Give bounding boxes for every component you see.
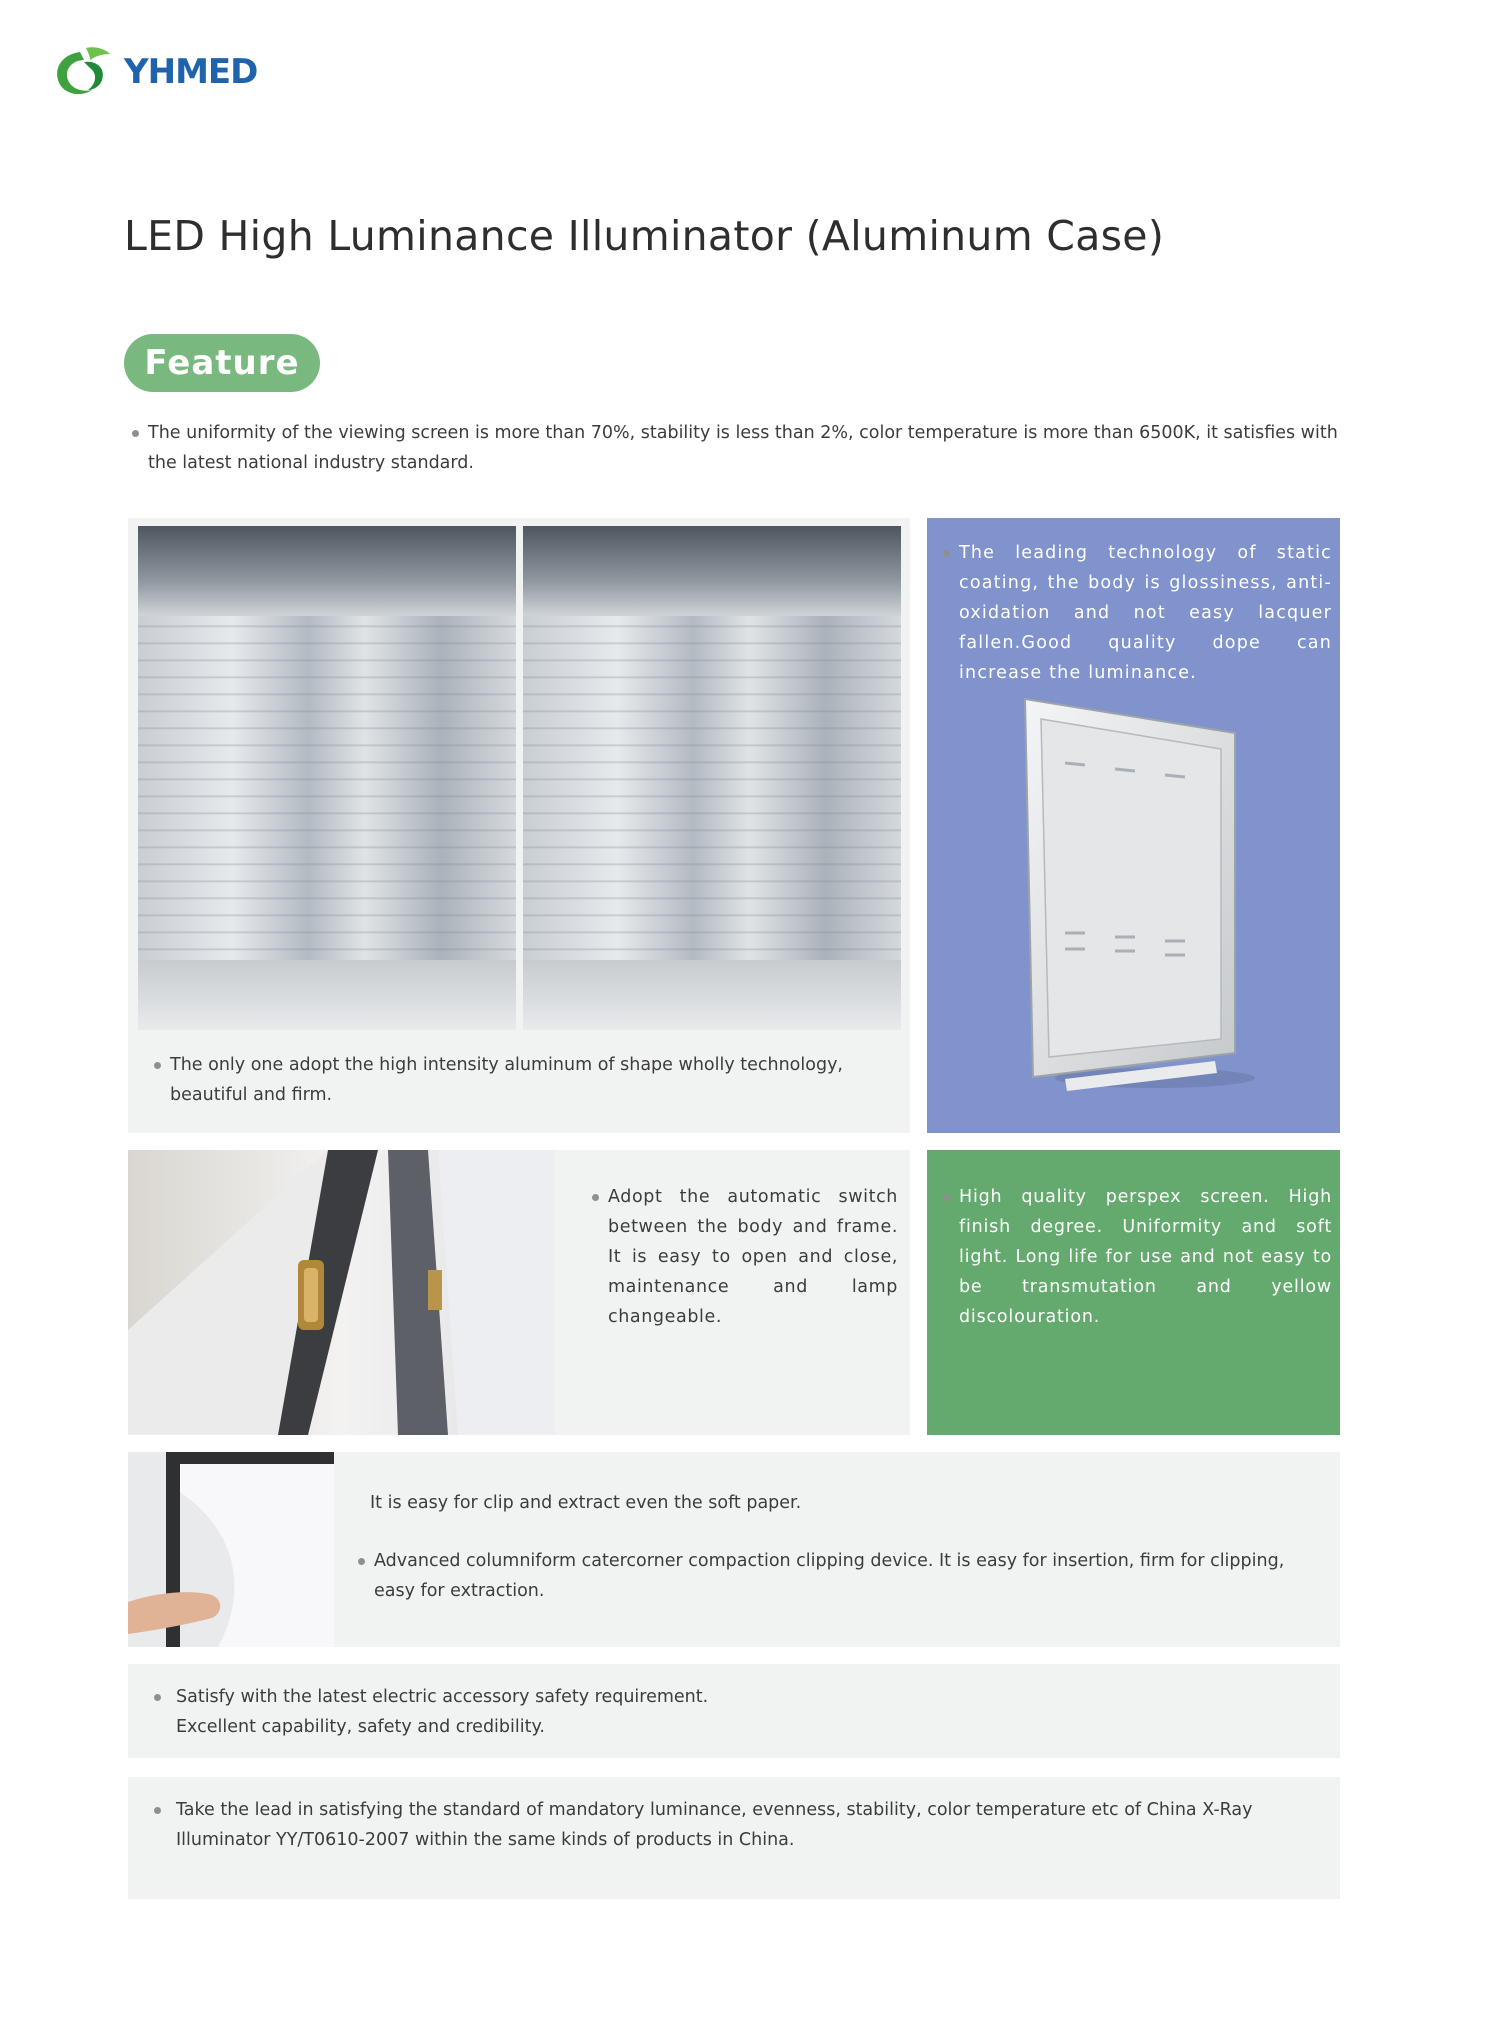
clip-title: It is easy for clip and extract even the soft paper. [370, 1493, 802, 1513]
intro-text: The uniformity of the viewing screen is more than 70%, stability is less than 2%, color temperature is more than 6500K, it satisfies with the latest national industry standard. [148, 423, 1338, 473]
clip-paper-image [128, 1452, 334, 1647]
coating-text: The leading technology of static coating, the body is glossiness, anti-oxidation and not easy lacquer fallen.Good quality dope can increase the luminance. [959, 543, 1332, 683]
standard-panel [128, 1777, 1340, 1899]
standard-bullet [154, 1795, 1266, 1855]
aluminum-bullet [154, 1050, 890, 1110]
standard-text: Take the lead in satisfying the standard of mandatory luminance, evenness, stability, color temperature etc of China X-Ray Illuminator YY/T0610-2007 within the same kinds of products in China. [176, 1800, 1253, 1850]
warehouse-photo-right [523, 526, 901, 1030]
aluminum-panel [128, 518, 910, 1133]
brand-logo [50, 44, 257, 100]
coating-panel [927, 518, 1340, 1133]
intro-bullet [132, 418, 1358, 478]
clip-panel [128, 1452, 1340, 1647]
perspex-text: High quality perspex screen. High finish degree. Uniformity and soft light. Long life for use and not easy to be transmutation and yellow discolouration. [959, 1187, 1332, 1327]
page-title: LED High Luminance Illuminator (Aluminum Case) [124, 212, 1165, 260]
leaf-swirl-logo-icon [50, 44, 116, 100]
safety-panel [128, 1664, 1340, 1758]
safety-line-1: Satisfy with the latest electric accessory safety requirement. [176, 1687, 709, 1707]
aluminum-text: The only one adopt the high intensity aluminum of shape wholly technology, beautiful and firm. [170, 1055, 843, 1105]
switch-text: Adopt the automatic switch between the body and frame. It is easy to open and close, maintenance and lamp changeable. [608, 1187, 898, 1327]
safety-bullet [154, 1682, 1276, 1742]
switch-bullet [592, 1182, 898, 1332]
clip-text: Advanced columniform catercorner compaction clipping device. It is easy for insertion, firm for clipping, easy for extraction. [374, 1551, 1285, 1601]
switch-panel [128, 1150, 910, 1435]
feature-badge: Feature [124, 334, 320, 392]
switch-hinge-image [128, 1150, 555, 1435]
coating-bullet [943, 538, 1332, 688]
brand-name: YHMED [124, 52, 258, 92]
warehouse-photo-left [138, 526, 516, 1030]
safety-line-2: Excellent capability, safety and credibility. [176, 1717, 545, 1737]
aluminum-case-image [1005, 693, 1265, 1093]
clip-bullet [358, 1546, 1294, 1606]
perspex-bullet [943, 1182, 1332, 1332]
perspex-panel [927, 1150, 1340, 1435]
